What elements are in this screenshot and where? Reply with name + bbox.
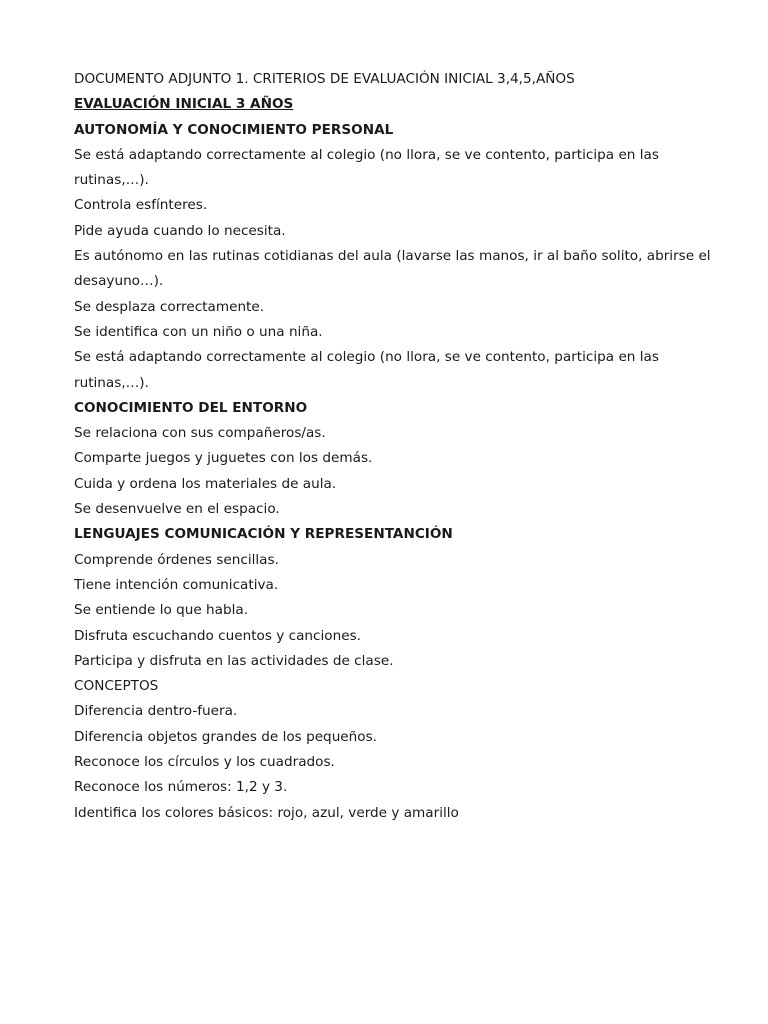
section-heading-conceptos: CONCEPTOS (74, 678, 159, 695)
criterion-item: Se está adaptando correctamente al colegio (no llora, se ve contento, participa en las rutinas,…). (74, 349, 659, 391)
section-heading-autonomia: AUTONOMÍA Y CONOCIMIENTO PERSONAL (74, 121, 394, 138)
criterion-item: Diferencia objetos grandes de los pequeños. (74, 728, 378, 745)
criterion-item: Diferencia dentro-fuera. (74, 703, 238, 720)
criterion-item: Comparte juegos y juguetes con los demás. (74, 450, 373, 467)
criterion-item: Identifica los colores básicos: rojo, azul, verde y amarillo (74, 804, 459, 821)
criterion-item: Pide ayuda cuando lo necesita. (74, 222, 286, 239)
criterion-item: Se identifica con un niño o una niña. (74, 323, 323, 340)
criterion-item: Se relaciona con sus compañeros/as. (74, 425, 326, 442)
criterion-item: Es autónomo en las rutinas cotidianas del aula (lavarse las manos, ir al baño solito, abrirse el desayuno…). (74, 248, 711, 290)
criterion-item: Disfruta escuchando cuentos y canciones. (74, 627, 361, 644)
section-heading-entorno: CONOCIMIENTO DEL ENTORNO (74, 399, 308, 416)
criterion-item: Se desplaza correctamente. (74, 298, 265, 315)
criterion-item: Participa y disfruta en las actividades de clase. (74, 652, 394, 669)
criterion-item: Controla esfínteres. (74, 197, 208, 214)
criterion-item: Reconoce los círculos y los cuadrados. (74, 754, 335, 771)
criterion-item: Se desenvuelve en el espacio. (74, 501, 280, 518)
document-header: DOCUMENTO ADJUNTO 1. CRITERIOS DE EVALUACIÓN INICIAL 3,4,5,AÑOS (74, 71, 575, 87)
criterion-item: Comprende órdenes sencillas. (74, 551, 279, 568)
criterion-item: Cuida y ordena los materiales de aula. (74, 475, 337, 492)
section-heading-lenguajes: LENGUAJES COMUNICACIÓN Y REPRESENTANCIÓN (74, 526, 453, 543)
document-title: EVALUACIÓN INICIAL 3 AÑOS (74, 96, 294, 113)
criterion-item: Reconoce los números: 1,2 y 3. (74, 779, 288, 796)
criterion-item: Tiene intención comunicativa. (74, 576, 279, 593)
criterion-item: Se está adaptando correctamente al colegio (no llora, se ve contento, participa en las rutinas,…). (74, 146, 659, 189)
criterion-item: Se entiende lo que habla. (74, 602, 249, 619)
